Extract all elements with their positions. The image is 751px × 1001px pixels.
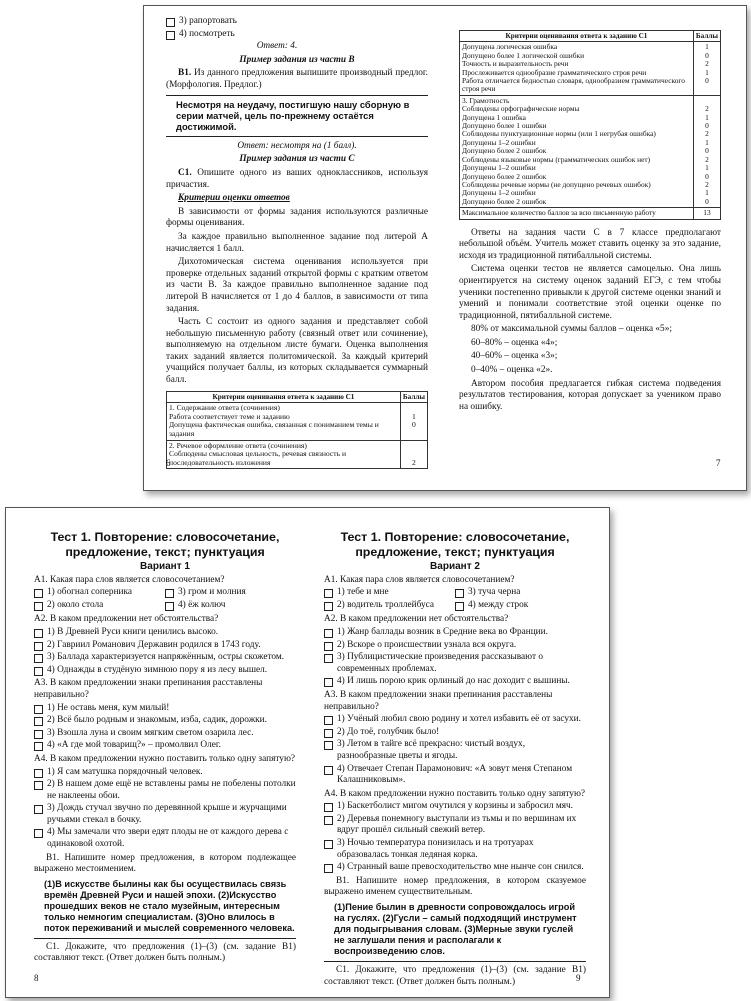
checkbox-icon[interactable] bbox=[324, 678, 333, 687]
checkbox-icon[interactable] bbox=[165, 589, 174, 598]
answer-option[interactable]: 3) Публицистические произведения рассказывают о современных проблемах. bbox=[324, 652, 586, 675]
page-number: 7 bbox=[716, 458, 721, 468]
option[interactable]: 3) рапортовать bbox=[166, 16, 428, 28]
checkbox-icon[interactable] bbox=[165, 602, 174, 611]
answer-option[interactable]: 1) Баскетболист мигом очутился у корзины и забросил мяч. bbox=[324, 801, 586, 813]
answer-option[interactable]: 2) Вскоре о происшествии узнала вся округа. bbox=[324, 640, 586, 652]
answer-option[interactable]: 2) около стола bbox=[34, 600, 165, 612]
answer-option[interactable]: 1) В Древней Руси книги ценились высоко. bbox=[34, 627, 296, 639]
answer-option[interactable]: 1) тебе и мне bbox=[324, 587, 455, 599]
criteria-heading: Критерии оценки ответов bbox=[178, 193, 290, 204]
option[interactable]: 4) посмотреть bbox=[166, 29, 428, 41]
checkbox-icon[interactable] bbox=[34, 602, 43, 611]
checkbox-icon[interactable] bbox=[34, 829, 43, 838]
answer-option[interactable]: 1) Не оставь меня, кум милый! bbox=[34, 703, 296, 715]
question-c1: C1. Докажите, что предложения (1)–(3) (см. задание B1) составляют текст. (Ответ должен быть полным.) bbox=[34, 941, 296, 964]
checkbox-icon[interactable] bbox=[34, 717, 43, 726]
checkbox-icon[interactable] bbox=[324, 766, 333, 775]
grade-line: 0–40% – оценка «2». bbox=[471, 365, 553, 376]
answer: Ответ: 4. bbox=[256, 41, 298, 52]
table-row: 1. Содержание ответа (сочинения) Работа соответствует теме и заданию Допущена фактическая ошибка, связанная с пониманием темы и задания 1 0 bbox=[167, 403, 428, 440]
checkbox-icon[interactable] bbox=[324, 816, 333, 825]
checkbox-icon[interactable] bbox=[34, 654, 43, 663]
task-b1-text: (1)В искусстве былины как бы осуществилась связь времён Древней Руси и нашей эпохи. (2)Искусство прошедших веков не стало музейным, интересным только немногим специалистам. (3)Оно влилось в поток переживаний и мыслей современного человека. bbox=[44, 878, 295, 933]
question-b1: B1. Напишите номер предложения, в котором сказуемое выражено именем существительным. bbox=[324, 875, 586, 898]
checkbox-icon[interactable] bbox=[34, 589, 43, 598]
table-row: Допущена логическая ошибка Допущено более 1 логической ошибки Точность и выразительность речи Прослеживается однообразие грамматического строя речи Работа отличается бедностью словаря, однообразием грамматического строя речи 1 0 2 1 0 bbox=[460, 42, 721, 95]
checkbox-icon[interactable] bbox=[455, 602, 464, 611]
checkbox-icon[interactable] bbox=[324, 654, 333, 663]
grade-line: 40–60% – оценка «3»; bbox=[471, 351, 558, 362]
answer-option[interactable]: 3) Летом в тайге всё прекрасно: чистый воздух, разнообразные цветы и ягоды. bbox=[324, 739, 586, 762]
checkbox-icon[interactable] bbox=[166, 18, 175, 27]
answer-option[interactable]: 3) туча черна bbox=[455, 587, 586, 599]
question-a2: A2. В каком предложении нет обстоятельства? bbox=[34, 614, 219, 625]
checkbox-icon[interactable] bbox=[166, 31, 175, 40]
answer-option[interactable]: 4) Отвечает Степан Парамонович: «А зовут меня Степаном Калашниковым». bbox=[324, 764, 586, 787]
answer-option[interactable]: 1) Жанр баллады возник в Средние века во Франции. bbox=[324, 627, 586, 639]
paragraph: Система оценки тестов не является самоцелью. Она лишь ориентируется на систему оценок заданий ЕГЭ, с тем чтобы ученики постепенно привыкли к другой системе оценки знаний и умений и понимали соответствие этой оценки оценке по традиционной, пятибалльной системе. bbox=[459, 264, 721, 321]
table-row: 3. Грамотность Соблюдены орфографические нормы Допущена 1 ошибка Допущено более 1 ошибки Соблюдены пунктуационные нормы (или 1 негрубая ошибка) Допущены 1–2 ошибки Допущено более 2 ошибок Соблюдены языковые нормы (грамматических ошибок нет) Допущены 1–2 ошибки Допущено более 2 ошибок Соблюдены речевые нормы (не допущено речевых ошибок) Допущены 1–2 ошибки Допущено более 2 ошибок 2 1 0 2 1 0 2 1 0 2 1 0 bbox=[460, 95, 721, 207]
checkbox-icon[interactable] bbox=[324, 741, 333, 750]
answer-option[interactable]: 4) Странный ваше превосходительство мне нынче сон снился. bbox=[324, 862, 586, 874]
page-9 bbox=[324, 530, 586, 990]
question-a4: A4. В каком предложении нужно поставить только одну запятую? bbox=[34, 753, 296, 764]
criteria-table: Критерии оценивания ответа к заданию С1 Баллы 1. Содержание ответа (сочинения) Работа соответствует теме и заданию Допущена фактическая ошибка, связанная с пониманием темы и задания 1 0 2. Речевое оформление ответа (сочинения) Соблюдены смысловая цельность, речевая связность и последовательность изложения 2 bbox=[166, 391, 428, 470]
question-c1: C1. Докажите, что предложения (1)–(3) (см. задание B1) составляют текст. (Ответ должен быть полным.) bbox=[324, 965, 586, 987]
answer-option[interactable]: 2) Деревья понемногу выступали из тьмы и по вершинам их вдруг прошёл сильный свежий ветер. bbox=[324, 814, 586, 837]
paragraph: Ответы на задания части С в 7 классе предполагают небольшой объём. Учитель может ставить оценку за это задание, исходя из традиционной пятибалльной системы. bbox=[459, 227, 721, 261]
checkbox-icon[interactable] bbox=[34, 781, 43, 790]
checkbox-icon[interactable] bbox=[324, 589, 333, 598]
table-row: 2. Речевое оформление ответа (сочинения) Соблюдены смысловая цельность, речевая связность и последовательность изложения 2 bbox=[167, 440, 428, 469]
checkbox-icon[interactable] bbox=[324, 840, 333, 849]
answer-option[interactable]: 1) Я сам матушка порядочный человек. bbox=[34, 767, 296, 779]
task-c1: C1. Опишите одного из ваших одноклассников, используя причастия. bbox=[166, 167, 428, 190]
criteria-table: Критерии оценивания ответа к заданию С1 Баллы Допущена логическая ошибка Допущено более 1 логической ошибки Точность и выразительность речи Прослеживается однообразие грамматического строя речи Работа отличается бедностью словаря, однообразием грамматического строя речи 1 0 2 1 0 3. Грамотность Соблюдены орфографические нормы Допущена 1 ошибка Допущено более 1 ошибки Соблюдены пунктуационные нормы (или 1 негрубая ошибка) Допущены 1–2 ошибки Допущено более 2 ошибок Соблюдены языковые нормы (грамматических ошибок нет) Допущены 1–2 ошибки Допущено более 2 ошибок Соблюдены речевые нормы (не допущено речевых ошибок) Допущены 1–2 ошибки Допущено более 2 ошибок 2 1 0 2 1 0 2 1 0 2 1 0 Максимальное количество баллов за всю письменную работу 13 bbox=[459, 30, 721, 220]
bottom-spread bbox=[5, 507, 610, 998]
answer-option[interactable]: 1) Учёный любил свою родину и хотел избавить её от засухи. bbox=[324, 714, 586, 726]
answer-option[interactable]: 3) Взошла луна и своим мягким светом озарила лес. bbox=[34, 728, 296, 740]
answer: Ответ: несмотря на (1 балл). bbox=[237, 140, 357, 151]
example-heading: Пример задания из части C bbox=[239, 154, 355, 165]
checkbox-icon[interactable] bbox=[34, 730, 43, 739]
task-b1-sentence: Несмотря на неудачу, постигшую нашу сборную в серии матчей, цель по-прежнему остаётся достижимой. bbox=[176, 98, 410, 133]
answer-option[interactable]: 3) Баллада характеризуется напряжённым, остры скожетом. bbox=[34, 652, 296, 664]
answer-option[interactable]: 3) Ночью температура понизилась и на тротуарах образовалась тонкая ледяная корка. bbox=[324, 838, 586, 861]
paragraph: Автором пособия предлагается гибкая система подведения результатов тестирования, которая допускает за учеником право на ошибку. bbox=[459, 378, 721, 412]
page-number: 8 bbox=[34, 973, 39, 983]
answer-option[interactable]: 2) Всё было родным и знакомым, изба, садик, дорожки. bbox=[34, 715, 296, 727]
checkbox-icon[interactable] bbox=[324, 642, 333, 651]
page-7 bbox=[459, 30, 721, 415]
checkbox-icon[interactable] bbox=[34, 629, 43, 638]
paragraph: Дихотомическая система оценивания используется при проверке отдельных заданий открытой формы с кратким ответом из части B. За каждое правильно выполненное задание под литерой B начисляется от 1 до 4 баллов, в зависимости от типа задания. bbox=[166, 257, 428, 314]
page-8 bbox=[34, 530, 296, 967]
checkbox-icon[interactable] bbox=[324, 716, 333, 725]
answer-option[interactable]: 2) До тоё, голубчик было! bbox=[324, 727, 586, 739]
answer-option[interactable]: 1) обогнал соперника bbox=[34, 587, 165, 599]
answer-option[interactable]: 4) ёж колюч bbox=[165, 600, 296, 612]
paragraph: В зависимости от формы задания используются различные формы оценивания. bbox=[166, 206, 428, 229]
paragraph: За каждое правильно выполненное задание под литерой А начисляется 1 балл. bbox=[166, 231, 428, 254]
checkbox-icon[interactable] bbox=[34, 742, 43, 751]
answer-option[interactable]: 2) Гавриил Романович Державин родился в 1743 году. bbox=[34, 640, 296, 652]
paragraph: Часть С состоит из одного задания и представляет собой небольшую письменную работу (связный ответ или сочинение), выполняемую на отдельном листе бумаги. Оценка выполнения таких заданий является политомической. За каждый критерий учащийся получает баллы, из которых складывается суммарный балл. bbox=[166, 317, 428, 386]
checkbox-icon[interactable] bbox=[34, 705, 43, 714]
checkbox-icon[interactable] bbox=[34, 667, 43, 676]
page-6 bbox=[166, 16, 428, 469]
answer-option[interactable]: 4) И лишь порою крик орлиный до нас доходит с вышины. bbox=[324, 676, 586, 688]
answer-option[interactable]: 4) между строк bbox=[455, 600, 586, 612]
question-a3: A3. В каком предложении знаки препинания расставлены неправильно? bbox=[34, 678, 263, 700]
answer-option[interactable]: 3) гром и молния bbox=[165, 587, 296, 599]
top-spread bbox=[143, 5, 747, 491]
question-a1: A1. Какая пара слов является словосочетанием? bbox=[324, 574, 515, 585]
page-number: 9 bbox=[576, 973, 581, 983]
question-b1: B1. Напишите номер предложения, в котором подлежащее выражено местоимением. bbox=[34, 852, 296, 875]
checkbox-icon[interactable] bbox=[34, 805, 43, 814]
task-b1: B1. Из данного предложения выпишите производный предлог. (Морфология. Предлог.) bbox=[166, 68, 428, 90]
grade-line: 80% от максимальной суммы баллов – оценка «5»; bbox=[471, 324, 672, 335]
table-row: Максимальное количество баллов за всю письменную работу 13 bbox=[460, 208, 721, 219]
checkbox-icon[interactable] bbox=[324, 864, 333, 873]
answer-option[interactable]: 2) В нашем доме ещё не вставлены рамы не побелены потолки не наклеены обои. bbox=[34, 779, 296, 802]
checkbox-icon[interactable] bbox=[324, 629, 333, 638]
checkbox-icon[interactable] bbox=[455, 589, 464, 598]
answer-option[interactable]: 4) «А где мой товарищ?» – промолвил Олег. bbox=[34, 740, 296, 752]
test-title: Тест 1. Повторение: словосочетание, предложение, текст; пунктуация bbox=[340, 530, 570, 559]
answer-option[interactable]: 4) Однажды в студёную зимнюю пору я из лесу вышел. bbox=[34, 665, 296, 677]
question-a2: A2. В каком предложении нет обстоятельства? bbox=[324, 614, 509, 625]
variant-label: Вариант 1 bbox=[140, 561, 190, 572]
question-a1: A1. Какая пара слов является словосочетанием? bbox=[34, 574, 225, 585]
answer-option[interactable]: 4) Мы замечали что звери едят плоды не от каждого дерева с одинаковой охотой. bbox=[34, 827, 296, 850]
test-title: Тест 1. Повторение: словосочетание, предложение, текст; пунктуация bbox=[50, 530, 280, 559]
answer-option[interactable]: 3) Дождь стучал звучно по деревянной крыше и журчащими ручьями стекал в бочку. bbox=[34, 803, 296, 826]
variant-label: Вариант 2 bbox=[430, 561, 480, 572]
task-b1-text: (1)Пение былин в древности сопровождалось игрой на гуслях. (2)Гусли – самый подходящий инструмент для подыгрывания словам. (3)Мерные звуки гуслей не заглушали пения и располагали к воспроизведению слов. bbox=[334, 902, 577, 957]
example-heading: Пример задания из части B bbox=[239, 54, 355, 65]
question-a4: A4. В каком предложении нужно поставить только одну запятую? bbox=[324, 788, 586, 799]
answer-option[interactable]: 2) водитель троллейбуса bbox=[324, 600, 455, 612]
checkbox-icon[interactable] bbox=[324, 729, 333, 738]
checkbox-icon[interactable] bbox=[324, 803, 333, 812]
question-a3: A3. В каком предложении знаки препинания расставлены неправильно? bbox=[324, 689, 553, 712]
checkbox-icon[interactable] bbox=[34, 769, 43, 778]
grade-line: 60–80% – оценка «4»; bbox=[471, 337, 558, 348]
checkbox-icon[interactable] bbox=[324, 602, 333, 611]
checkbox-icon[interactable] bbox=[34, 642, 43, 651]
page-number: 6 bbox=[166, 458, 171, 468]
